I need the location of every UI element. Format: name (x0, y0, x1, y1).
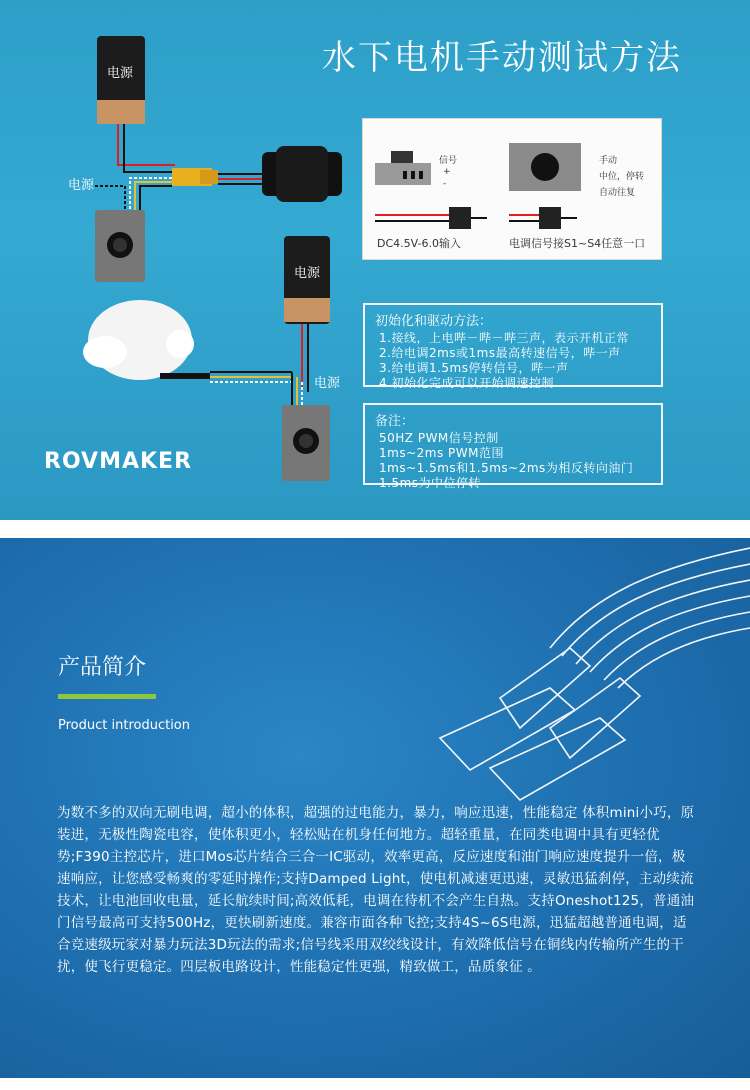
input-caption: DC4.5V-6.0输入 (377, 237, 461, 250)
power-wire-label-bottom: 电源 (314, 376, 341, 391)
notes-box (363, 403, 663, 490)
init-line: 4.初始化完成可以开始调速控制 (379, 376, 554, 390)
mode-auto-label: 自动往复 (599, 188, 636, 198)
minus-label: - (443, 179, 447, 189)
power-wire-label-top: 电源 (68, 178, 95, 193)
section-title: 产品简介 (58, 655, 147, 680)
accent-bar (58, 694, 156, 699)
product-description: 为数不多的双向无刷电调，超小的体积，超强的过电能力，暴力，响应迅速，性能稳定 体积mini小巧，原装进，无极性陶瓷电容，使体积更小，轻松贴在机身任何地方。超轻重量，在同类电调中具有更轻优势;F390主控芯片，进口Mos芯片结合三合一IC驱动，效率更高，反应速度和油门响应速度提升一倍，极速响应，让您感受畅爽的零延时操作;支持Damped Light，使电机减速更迅速，灵敏迅猛刹停，主动续流技术，让电池回收电量，延长航续时间;高效低耗，电调在待机不会产生自热。支持Oneshot125，普通油门信号最高可支持500Hz，更快刷新速度。兼容市面各种飞控;支持4S~6S电源，迅猛超越普通电调，适合竞速级玩家对暴力玩法3D玩法的需求;信号线采用双绞线设计，有效降低信号在铜线内传输所产生的干扰，使飞行更稳定。四层板电路设计，性能稳定性更强，精致做工，品质象征 。 (57, 805, 695, 975)
init-instructions-box (363, 303, 663, 390)
battery-top-label: 电源 (107, 66, 134, 81)
signal-label: 信号 (439, 156, 458, 166)
note-line: 1ms~1.5ms和1.5ms~2ms为相反转向油门 (379, 461, 634, 475)
section-subtitle: Product introduction (58, 718, 190, 733)
init-line: 1.接线，上电哔－哔－哔三声，表示开机正常 (379, 331, 629, 345)
init-heading: 初始化和驱动方法： (375, 314, 493, 329)
mode-center-label: 中位，停转 (599, 172, 645, 182)
testing-method-panel (0, 0, 750, 520)
wiring-illustration (0, 0, 360, 500)
note-line: 1ms~2ms PWM范围 (379, 446, 504, 460)
notes-heading: 备注： (375, 414, 415, 429)
note-line: 1.5ms为中位停转 (379, 476, 482, 490)
mode-manual-label: 手动 (599, 156, 618, 166)
product-intro-panel (0, 538, 750, 1078)
esc-line-art (400, 538, 750, 838)
init-line: 3.给电调1.5ms停转信号，哔一声 (379, 361, 569, 375)
init-line: 2.给电调2ms或1ms最高转速信号，哔一声 (379, 346, 621, 360)
plus-label: + (443, 167, 451, 177)
connection-diagram (362, 118, 662, 260)
page-title: 水下电机手动测试方法 (322, 38, 682, 78)
brand-logo: ROVMAKER (44, 449, 193, 474)
esc-caption: 电调信号接S1~S4任意一口 (509, 237, 646, 250)
section-divider (0, 520, 750, 538)
battery-bottom-label: 电源 (294, 266, 321, 281)
note-line: 50HZ PWM信号控制 (379, 431, 499, 445)
